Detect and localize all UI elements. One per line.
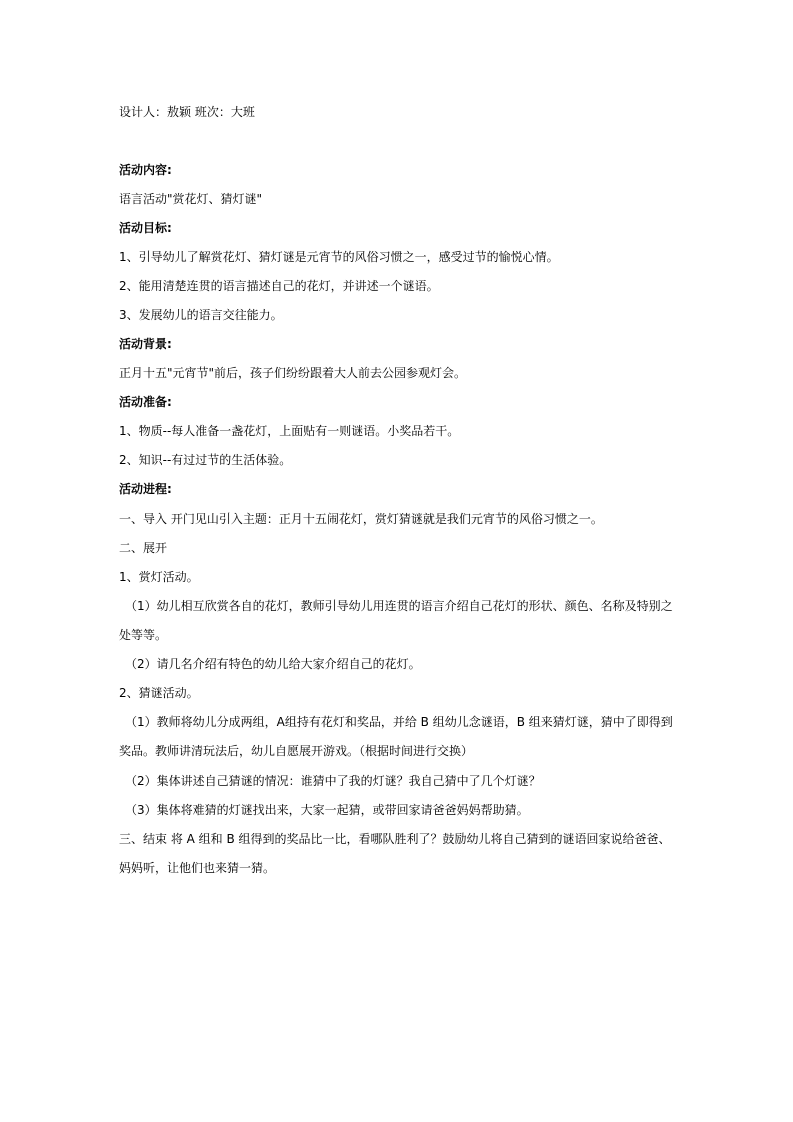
preparation-item: 1、物质--每人准备一盏花灯，上面贴有一则谜语。小奖品若干。 <box>119 424 460 438</box>
preparation-heading: 活动准备: <box>119 395 172 409</box>
activity1-item1-line1: （1）幼儿相互欣赏各自的花灯，教师引导幼儿用连贯的语言介绍自己花灯的形状、颜色、名称及特别之 <box>125 599 673 613</box>
activity2-item1-line1: （1）教师将幼儿分成两组，A组持有花灯和奖品，并给 B 组幼儿念谜语，B 组来猜灯谜，猜中了即得到 <box>125 715 673 729</box>
goals-heading: 活动目标: <box>119 221 172 235</box>
goal-item: 2、能用清楚连贯的语言描述自己的花灯，并讲述一个谜语。 <box>119 279 439 293</box>
activity1-item1-line2: 处等等。 <box>119 628 168 642</box>
process-heading: 活动进程: <box>119 482 172 496</box>
activity1-item2: （2）请几名介绍有特色的幼儿给大家介绍自己的花灯。 <box>125 657 421 671</box>
ending-line2: 妈妈听，让他们也来猜一猜。 <box>119 861 276 875</box>
ending-line1: 三、结束 将 A 组和 B 组得到的奖品比一比，看哪队胜利了？鼓励幼儿将自己猜到的谜语回家说给爸爸、 <box>119 832 671 846</box>
designer-line: 设计人：敖颖 班次：大班 <box>119 105 255 119</box>
process-intro: 一、导入 开门见山引入主题：正月十五闹花灯，赏灯猜谜就是我们元宵节的风俗习惯之一。 <box>119 512 603 526</box>
content-text: 语言活动"赏花灯、猜灯谜" <box>119 192 263 206</box>
goal-item: 3、发展幼儿的语言交往能力。 <box>119 308 283 322</box>
background-heading: 活动背景: <box>119 337 172 351</box>
background-text: 正月十五"元宵节"前后，孩子们纷纷跟着大人前去公园参观灯会。 <box>119 366 467 380</box>
process-expand: 二、展开 <box>119 541 168 555</box>
activity2-item3: （3）集体将难猜的灯谜找出来，大家一起猜，或带回家请爸爸妈妈帮助猜。 <box>125 803 529 817</box>
preparation-item: 2、知识--有过过节的生活体验。 <box>119 453 292 467</box>
goal-item: 1、引导幼儿了解赏花灯、猜灯谜是元宵节的风俗习惯之一，感受过节的愉悦心情。 <box>119 250 559 264</box>
activity2-title: 2、猜谜活动。 <box>119 686 199 700</box>
activity1-title: 1、赏灯活动。 <box>119 570 199 584</box>
content-heading: 活动内容: <box>119 163 172 177</box>
activity2-item1-line2: 奖品。教师讲清玩法后，幼儿自愿展开游戏。（根据时间进行交换） <box>119 744 474 758</box>
activity2-item2: （2）集体讲述自己猜谜的情况：谁猜中了我的灯谜？我自己猜中了几个灯谜？ <box>125 774 541 788</box>
